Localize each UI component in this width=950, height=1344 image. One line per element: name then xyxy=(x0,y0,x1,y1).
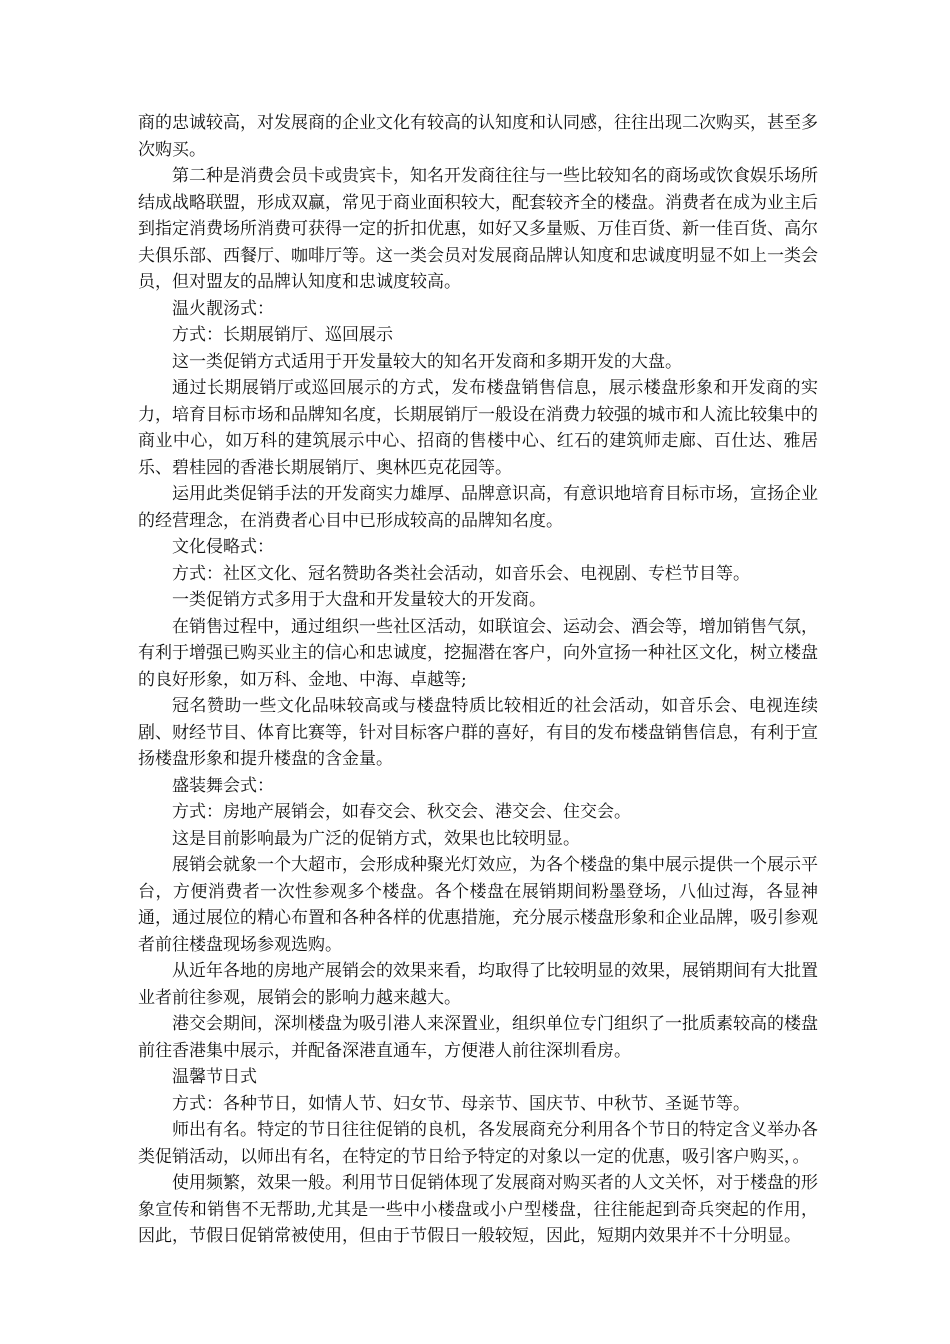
paragraph: 一类促销方式多用于大盘和开发量较大的开发商。 xyxy=(172,590,546,610)
section-heading-gala: 盛装舞会式： xyxy=(172,775,274,796)
paragraph: 这是目前影响最为广泛的促销方式，效果也比较明显。 xyxy=(172,828,580,849)
paragraph: 在销售过程中，通过组织一些社区活动，如联谊会、运动会、酒会等，增加销售气氛，有利于增强已购买业主的信心和忠诚度，挖掘潜在客户，向外宣扬一种社区文化，树立楼盘的良好形象，如万科、金地、中海、卓越等; xyxy=(138,616,818,690)
paragraph: 师出有名。特定的节日往往促销的良机，各发展商充分利用各个节日的特定含义举办各类促销活动，以师出有名，在特定的节日给予特定的对象以一定的优惠，吸引客户购买，。 xyxy=(138,1120,818,1167)
paragraph: 使用频繁，效果一般。利用节日促销体现了发展商对购买者的人文关怀，对于楼盘的形象宣传和销售不无帮助,尤其是一些中小楼盘或小户型楼盘，往往能起到奇兵突起的作用，因此，节假日促销常被使用，但由于节假日一般较短，因此，短期内效果并不十分明显。 xyxy=(138,1173,818,1246)
paragraph-continuation: 商的忠诚较高，对发展商的企业文化有较高的认知度和认同感，往往出现二次购买，甚至多次购买。 xyxy=(138,113,818,160)
paragraph: 通过长期展销厅或巡回展示的方式，发布楼盘销售信息，展示楼盘形象和开发商的实力，培育目标市场和品牌知名度，长期展销厅一般设在消费力较强的城市和人流比较集中的商业中心，如万科的建筑展示中心、招商的售楼中心、红石的建筑师走廊、百仕达、雅居乐、碧桂园的香港长期展销厅、奥林匹克花园等。 xyxy=(138,378,818,478)
method-line: 方式：社区文化、冠名赞助各类社会活动，如音乐会、电视剧、专栏节目等。 xyxy=(172,563,750,584)
paragraph: 这一类促销方式适用于开发量较大的知名开发商和多期开发的大盘。 xyxy=(172,351,682,372)
paragraph: 从近年各地的房地产展销会的效果来看，均取得了比较明显的效果，展销期间有大批置业者前往参观，展销会的影响力越来越大。 xyxy=(138,961,818,1008)
paragraph: 港交会期间，深圳楼盘为吸引港人来深置业，组织单位专门组织了一批质素较高的楼盘前往香港集中展示，并配备深港直通车，方便港人前往深圳看房。 xyxy=(138,1014,818,1061)
paragraph: 运用此类促销手法的开发商实力雄厚、品牌意识高，有意识地培育目标市场，宣扬企业的经营理念，在消费者心目中已形成较高的品牌知名度。 xyxy=(138,484,818,531)
method-line: 方式：长期展销厅、巡回展示 xyxy=(172,325,393,345)
document-page xyxy=(138,110,818,1250)
section-heading-holiday: 温馨节日式 xyxy=(172,1067,257,1087)
section-heading-culture: 文化侵略式： xyxy=(172,537,274,557)
paragraph: 展销会就象一个大超市，会形成种聚光灯效应，为各个楼盘的集中展示提供一个展示平台，方便消费者一次性参观多个楼盘。各个楼盘在展销期间粉墨登场，八仙过海，各显神通，通过展位的精心布置和各种各样的优惠措施，充分展示楼盘形象和企业品牌，吸引参观者前往楼盘现场参观选购。 xyxy=(138,855,818,955)
paragraph-membership-card: 第二种是消费会员卡或贵宾卡，知名开发商往往与一些比较知名的商场或饮食娱乐场所结成战略联盟，形成双赢，常见于商业面积较大，配套较齐全的楼盘。消费者在成为业主后到指定消费场所消费可获得一定的折扣优惠，如好又多量贩、万佳百货、新一佳百货、高尔夫俱乐部、西餐厅、咖啡厅等。这一类会员对发展商品牌认知度和忠诚度明显不如上一类会员，但对盟友的品牌认知度和忠诚度较高。 xyxy=(138,166,818,292)
method-line: 方式：各种节日，如情人节、妇女节、母亲节、国庆节、中秋节、圣诞节等。 xyxy=(172,1093,750,1114)
section-heading-slow-soup: 温火靓汤式： xyxy=(172,298,274,319)
paragraph: 冠名赞助一些文化品味较高或与楼盘特质比较相近的社会活动，如音乐会、电视连续剧、财经节目、体育比赛等，针对目标客户群的喜好，有目的发布楼盘销售信息，有利于宣扬楼盘形象和提升楼盘的含金量。 xyxy=(138,696,818,769)
method-line: 方式：房地产展销会，如春交会、秋交会、港交会、住交会。 xyxy=(172,802,631,822)
